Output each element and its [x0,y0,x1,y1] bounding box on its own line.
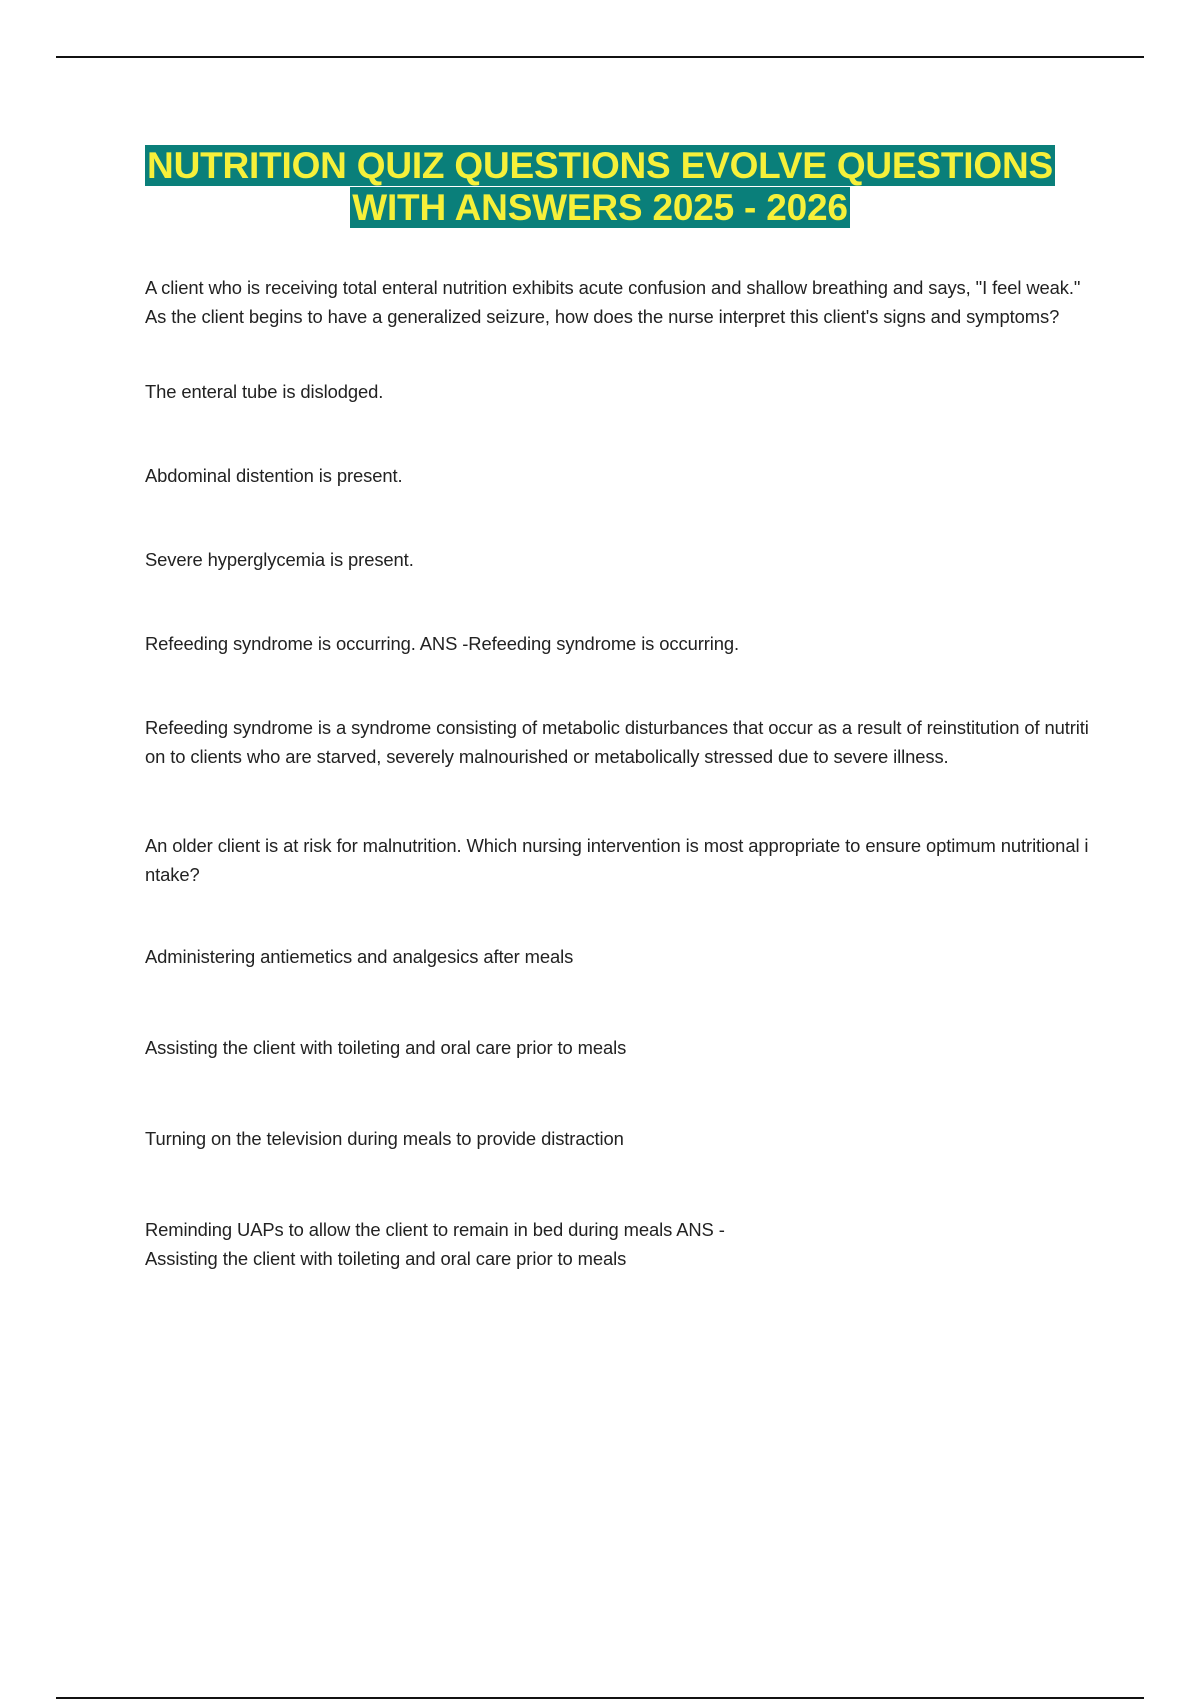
question-2-answer: Assisting the client with toileting and oral care prior to meals [145,1248,627,1269]
question-2-option-a: Administering antiemetics and analgesics after meals [145,946,574,967]
question-2-option-d: Reminding UAPs to allow the client to remain in bed during meals ANS - [145,1219,725,1240]
question-2-text: An older client is at risk for malnutrition. Which nursing intervention is most appropriate to ensure optimum nutritional intake? [145,835,1089,885]
title-line-2: WITH ANSWERS 2025 - 2026 [352,187,848,228]
question-1-text: A client who is receiving total enteral nutrition exhibits acute confusion and shallow breathing and says, "I feel weak." As the client begins to have a generalized seizure, how does the nurse interpret this client's signs and symptoms? [145,277,1081,327]
title-line-1: NUTRITION QUIZ QUESTIONS EVOLVE QUESTIONS [147,145,1053,186]
question-2-option-c: Turning on the television during meals to provide distraction [145,1128,624,1149]
question-2-option-b: Assisting the client with toileting and oral care prior to meals [145,1037,627,1058]
question-1-rationale: Refeeding syndrome is a syndrome consisting of metabolic disturbances that occur as a result of reinstitution of nutrition to clients who are starved, severely malnourished or metabolically stressed due to severe illness. [145,717,1089,767]
top-rule [56,56,1144,58]
question-1-option-b: Abdominal distention is present. [145,465,403,486]
bottom-rule [56,1697,1144,1699]
document-title [60,145,1140,229]
document-body [145,273,1090,1273]
question-1-option-d-answer: Refeeding syndrome is occurring. ANS -Refeeding syndrome is occurring. [145,633,740,654]
question-1-option-a: The enteral tube is dislodged. [145,381,384,402]
question-1-option-c: Severe hyperglycemia is present. [145,549,414,570]
